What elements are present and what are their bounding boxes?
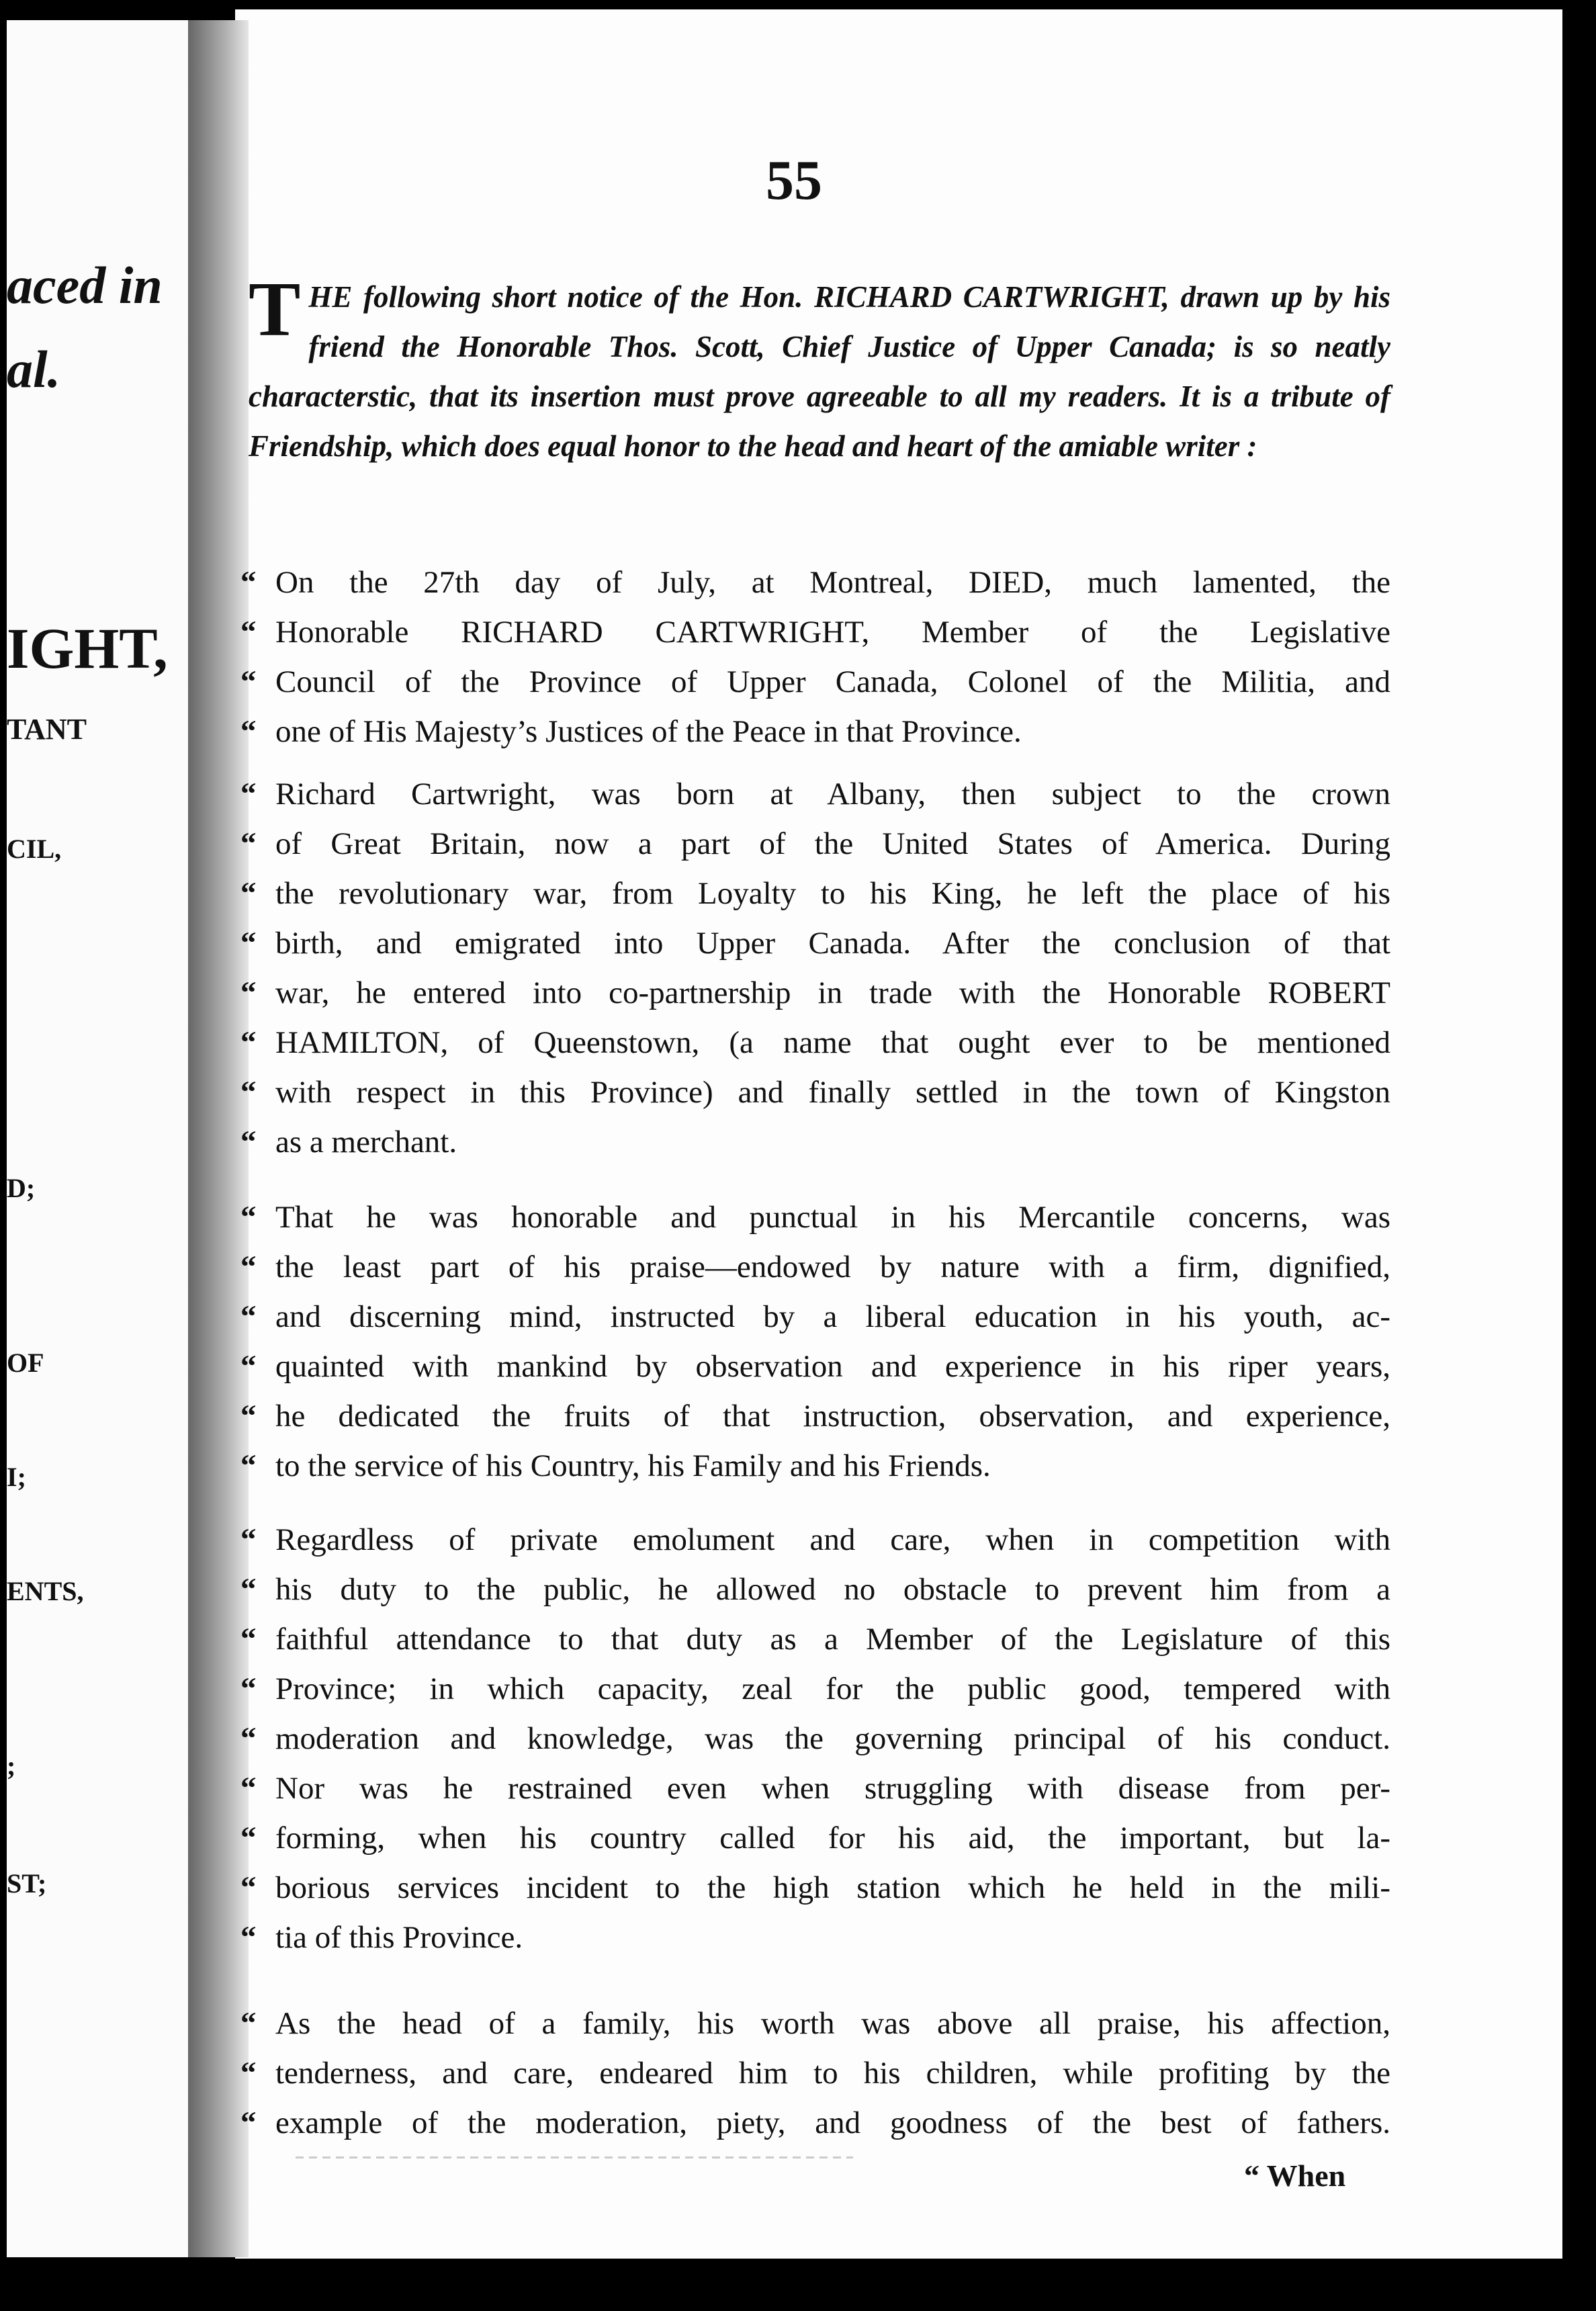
obituary-paragraph [240,558,1390,756]
intro-text: HE following short notice of the Hon. RICHARD CARTWRIGHT, drawn up by his friend the Honorable Thos. Scott, Chief Justice of Upper Canada; is so neatly characterstic, that its insertion must prove agreeable to all my readers. It is a tribute of Friendship, which does equal honor to the head and heart of the amiable writer : [249,280,1390,463]
quote-mark: “ [240,1349,257,1384]
text-line: “ Regardless of private emolument and care, when in competition with [240,1515,1390,1565]
left-fragment: ST; [7,1868,47,1899]
text-line: “ Province; in which capacity, zeal for the public good, tempered with [240,1664,1390,1714]
quote-mark: “ [240,1025,257,1060]
text-line: “ As the head of a family, his worth was above all praise, his affection, [240,1999,1390,2048]
quote-mark: “ [240,1125,257,1160]
left-fragment: IGHT, [7,616,168,681]
text-line: “ On the 27th day of July, at Montreal, DIED, much lamented, the [240,558,1390,607]
quote-mark: “ [240,1522,257,1557]
quote-mark: “ [240,1200,257,1235]
quote-mark: “ [240,2056,257,2091]
drop-cap: T [249,267,301,353]
quote-mark: “ [240,714,257,749]
quote-mark: “ [240,2105,257,2140]
text-line: “ moderation and knowledge, was the governing principal of his conduct. [240,1714,1390,1763]
quote-mark: “ [240,1250,257,1284]
text-line: “ forming, when his country called for his aid, the important, but la- [240,1813,1390,1863]
left-fragment: ; [7,1751,16,1781]
catchword: “ When [1244,2159,1346,2193]
quote-mark: “ [240,1771,257,1806]
intro-paragraph [249,267,1390,471]
text-line: “ Council of the Province of Upper Canada, Colonel of the Militia, and [240,657,1390,707]
quote-mark: “ [240,1721,257,1756]
quote-mark: “ [240,664,257,699]
page-number: 55 [766,149,822,212]
quote-mark: “ [240,1399,257,1434]
quote-mark: “ [240,876,257,911]
text-line: “ to the service of his Country, his Family and his Friends. [240,1441,1390,1491]
left-fragment: TANT [7,713,87,746]
text-line: “ That he was honorable and punctual in his Mercantile concerns, was [240,1192,1390,1242]
left-fragment: CIL, [7,834,62,864]
quote-mark: “ [240,975,257,1010]
text-line: “ the least part of his praise—endowed by nature with a firm, dignified, [240,1242,1390,1292]
quote-mark: “ [240,1870,257,1905]
quote-mark: “ [240,1075,257,1110]
obituary-paragraph [240,1999,1390,2148]
text-line: “ HAMILTON, of Queenstown, (a name that ought ever to be mentioned [240,1018,1390,1067]
text-line: “ as a merchant. [240,1117,1390,1167]
left-fragment: OF [7,1348,44,1378]
left-fragment: I; [7,1462,26,1492]
text-line: “ Honorable RICHARD CARTWRIGHT, Member of the Legislative [240,607,1390,657]
quote-mark: “ [240,565,257,600]
text-line: “ birth, and emigrated into Upper Canada. After the conclusion of that [240,918,1390,968]
left-fragment: D; [7,1173,36,1203]
text-line: “ tia of this Province. [240,1913,1390,1962]
scan-bottom-edge [0,2259,1596,2311]
text-line: “ example of the moderation, piety, and goodness of the best of fathers. [240,2098,1390,2148]
quote-mark: “ [240,777,257,812]
quote-mark: “ [240,615,257,650]
faint-rule [296,2156,853,2159]
quote-mark: “ [240,1671,257,1706]
quote-mark: “ [240,2006,257,2041]
text-line: “ faithful attendance to that duty as a Member of the Legislature of this [240,1614,1390,1664]
quote-mark: “ [240,926,257,961]
obituary-paragraph [240,1515,1390,1962]
text-line: “ Richard Cartwright, was born at Albany, then subject to the crown [240,769,1390,819]
quote-mark: “ [240,1920,257,1955]
text-line: “ tenderness, and care, endeared him to his children, while profiting by the [240,2048,1390,2098]
text-line: “ quainted with mankind by observation and experience in his riper years, [240,1342,1390,1391]
obituary-paragraph [240,1192,1390,1491]
obituary-paragraph [240,769,1390,1167]
quote-mark: “ [240,826,257,861]
quote-mark: “ [240,1448,257,1483]
text-line: “ of Great Britain, now a part of the United States of America. During [240,819,1390,869]
quote-mark: “ [240,1572,257,1607]
book-gutter [188,20,249,2257]
quote-mark: “ [240,1299,257,1334]
text-line: “ his duty to the public, he allowed no obstacle to prevent him from a [240,1565,1390,1614]
text-line: “ borious services incident to the high station which he held in the mili- [240,1863,1390,1913]
text-line: “ the revolutionary war, from Loyalty to his King, he left the place of his [240,869,1390,918]
left-fragment: ENTS, [7,1576,84,1606]
left-fragment: al. [7,340,61,398]
quote-mark: “ [240,1821,257,1856]
text-line: “ one of His Majesty’s Justices of the Peace in that Province. [240,707,1390,756]
left-page-edge [7,20,202,2257]
quote-mark: “ [240,1622,257,1657]
text-line: “ and discerning mind, instructed by a liberal education in his youth, ac- [240,1292,1390,1342]
text-line: “ Nor was he restrained even when struggling with disease from per- [240,1763,1390,1813]
text-line: “ war, he entered into co-partnership in trade with the Honorable ROBERT [240,968,1390,1018]
text-line: “ with respect in this Province) and finally settled in the town of Kingston [240,1067,1390,1117]
left-fragment: aced in [7,256,163,314]
text-line: “ he dedicated the fruits of that instruction, observation, and experience, [240,1391,1390,1441]
